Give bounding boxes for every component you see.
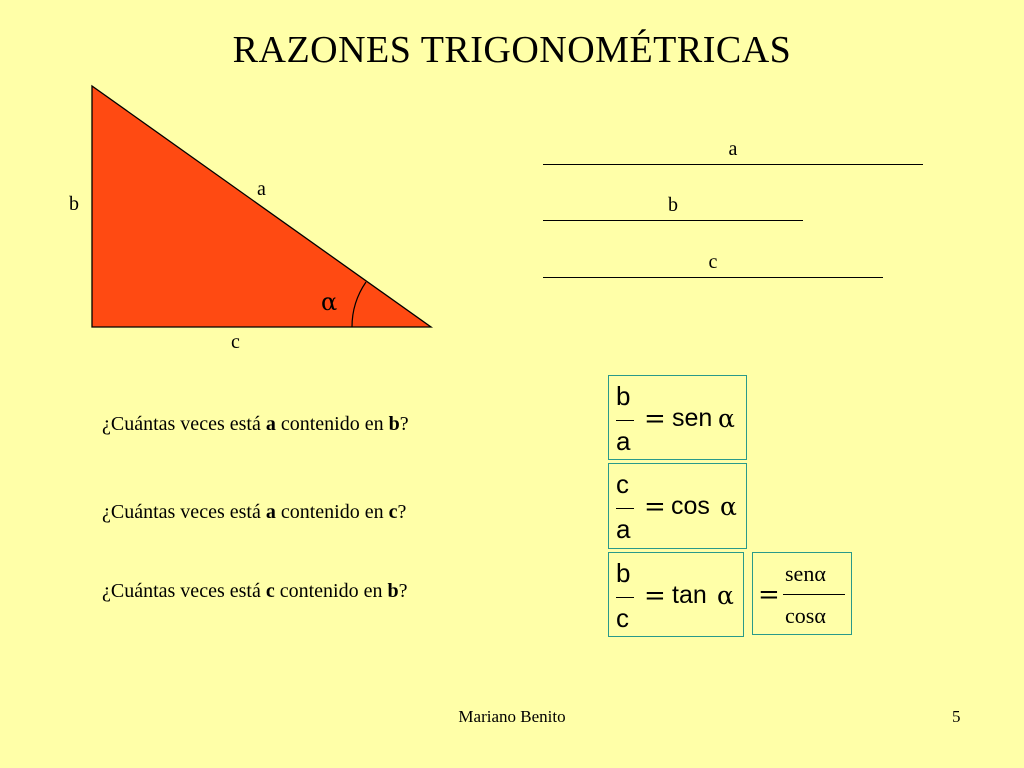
formula-cos-alpha: α — [720, 492, 737, 521]
formula-tan-alpha: α — [717, 581, 734, 610]
segment-b-line — [543, 220, 803, 221]
equals-sign: = — [644, 581, 666, 611]
ratio-numerator: senα — [785, 561, 826, 586]
fraction-bar — [616, 420, 634, 421]
formula-tan-denominator: c — [616, 603, 629, 633]
triangle-shape — [92, 86, 431, 327]
formula-tan-numerator: b — [616, 558, 631, 588]
formula-cos-function: cos — [671, 492, 710, 520]
slide-title: RAZONES TRIGONOMÉTRICAS — [232, 29, 792, 71]
formula-ratio-box — [752, 552, 852, 635]
equals-sign: = — [758, 580, 780, 610]
fraction-bar — [616, 597, 634, 598]
formula-sin-alpha: α — [718, 404, 735, 433]
side-c-label: c — [231, 331, 240, 353]
fraction-bar — [616, 508, 634, 509]
formula-tan-function: tan — [672, 581, 707, 609]
ratio-denominator: cosα — [785, 603, 826, 628]
segment-b-label: b — [668, 194, 678, 216]
formula-sin-box — [608, 375, 747, 460]
question-cos: ¿Cuántas veces está a contenido en c? — [102, 501, 407, 523]
side-a-label: a — [257, 178, 266, 200]
page-number: 5 — [952, 707, 961, 726]
segment-a-label: a — [728, 138, 738, 160]
angle-alpha-label: α — [321, 288, 338, 316]
formula-sin-numerator: b — [616, 381, 631, 411]
formula-tan-box — [608, 552, 744, 637]
formula-sin-denominator: a — [616, 426, 631, 456]
formula-cos-numerator: c — [616, 469, 629, 499]
side-b-label: b — [69, 193, 79, 215]
formula-sin-function: sen — [672, 404, 713, 432]
segment-c-label: c — [708, 251, 718, 273]
segment-c-line — [543, 277, 883, 278]
question-tan: ¿Cuántas veces está c contenido en b? — [102, 580, 408, 602]
formula-cos-box — [608, 463, 747, 549]
formula-cos-denominator: a — [616, 514, 631, 544]
footer-author: Mariano Benito — [458, 707, 566, 726]
fraction-bar — [783, 594, 845, 595]
question-sin: ¿Cuántas veces está a contenido en b? — [102, 413, 409, 435]
equals-sign: = — [644, 404, 666, 434]
segment-a-line — [543, 164, 923, 165]
equals-sign: = — [644, 492, 666, 522]
